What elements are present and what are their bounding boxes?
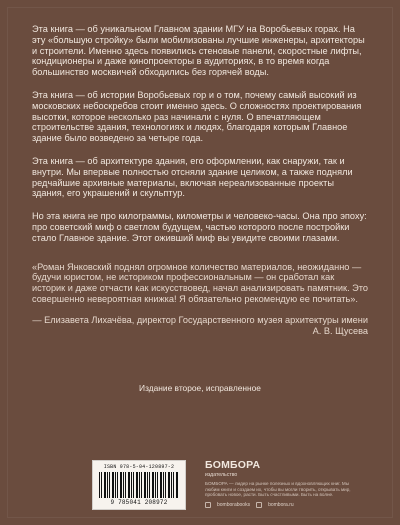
cover-text xyxy=(32,24,368,336)
review-author: — Елизавета Лихачёва, директор Государственного музея архитектуры имени А. В. Щусева xyxy=(32,314,368,336)
review-quote: «Роман Янковский поднял огромное количество материалов, неожиданно — будучи юристом, не историком профессиональным — он сработал как историк и даже отчасти как искусствовед, начал анализировать памятник. Это совершенно невероятная книжка! Я обязательно рекомендую ее почитать». xyxy=(32,261,368,304)
publisher-link-1[interactable]: bomborabooks xyxy=(217,501,251,508)
publisher-links xyxy=(205,502,355,508)
publisher-description: БОМБОРА — лидер на рынке полезных и вдохновляющих книг. Мы любим книги и создаем их, чтобы вы могли творить, открывать мир, пробовать новое, расти. Быть счастливыми. Быть на волне. xyxy=(205,481,351,497)
cover-bottom xyxy=(0,440,400,525)
web-icon xyxy=(256,502,262,508)
publisher-name: БОМБОРА xyxy=(205,459,261,471)
barcode-box xyxy=(92,460,186,510)
barcode-number: 9 785041 208972 xyxy=(110,499,168,506)
paragraph-2: Эта книга — об истории Воробьевых гор и о том, почему самый высокий из московских небоскребов стоит именно здесь. О сложностях проектирования высотки, которое несколько раз начинали с нуля. О впечатляющем строительстве здания, технологиях и людях, благодаря которым Главное здание было возведено за четыре года. xyxy=(32,89,362,144)
barcode-icon xyxy=(99,472,179,498)
publisher-block xyxy=(205,460,355,508)
edition-note: Издание второе, исправленное xyxy=(139,383,261,393)
publisher-link-2[interactable]: bombora.ru xyxy=(268,501,294,508)
paragraph-3: Эта книга — об архитектуре здания, его оформлении, как снаружи, так и внутри. Мы впервые полностью отсняли здание целиком, а также подняли редчайшие архивные материалы, включая нереализованные проекты здания, его украшений и скульптур. xyxy=(32,155,353,199)
publisher-subtitle: издательство xyxy=(205,472,238,478)
paragraph-4: Но эта книга не про килограммы, километры и человеко-часы. Она про эпоху: про советский миф о светлом будущем, частью которого после постройки стало Главное здание. Этот оживший миф вы увидите своими глазами. xyxy=(32,211,367,243)
social-icon xyxy=(205,502,211,508)
paragraph-1: Эта книга — об уникальном Главном здании МГУ на Воробьевых горах. На эту «большую стройку» были мобилизованы лучшие инженеры, архитекторы и строители. Именно здесь появились стеновые панели, скоростные лифты, кондиционеры и даже кинопроекторы в аудиториях, в то время когда большинство москвичей обходились без горячей воды. xyxy=(32,24,365,78)
isbn-text: ISBN 978-5-04-120897-2 xyxy=(103,464,175,470)
